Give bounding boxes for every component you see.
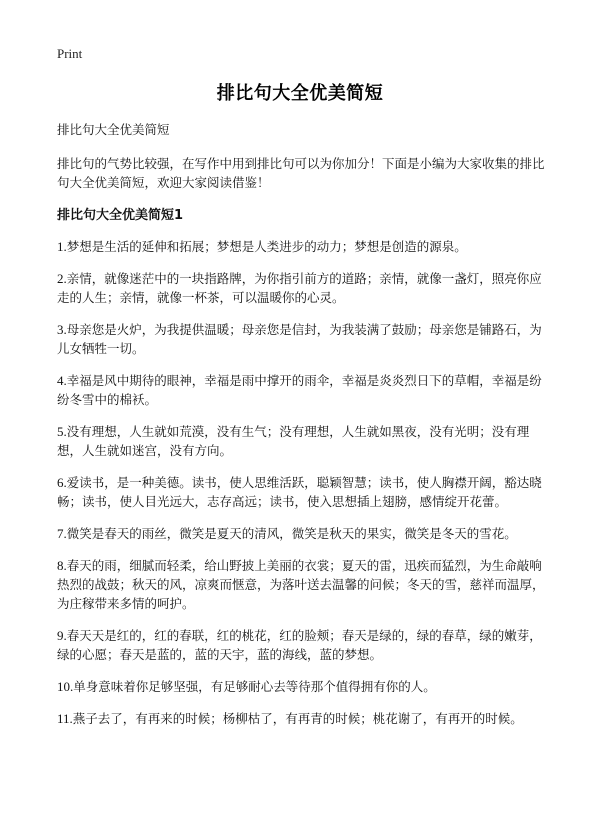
list-item [57, 269, 547, 307]
item-text: 亲情，就像迷茫中的一块指路牌，为你指引前方的道路；亲情，就像一盏灯，照亮你应走的人生；亲情，就像一杯茶，可以温暖你的心灵。 [57, 271, 542, 305]
list-item [57, 371, 547, 409]
item-text: 春天天是红的，红的春联，红的桃花，红的脸颊；春天是绿的，绿的春草，绿的嫩芽，绿的心愿；春天是蓝的，蓝的天宇，蓝的海线，蓝的梦想。 [57, 628, 542, 662]
list-item [57, 422, 547, 460]
item-text: 春天的雨，细腻而轻柔，给山野披上美丽的衣裳；夏天的雷，迅疾而猛烈，为生命敲响热烈的战鼓；秋天的风，凉爽而惬意，为落叶送去温馨的问候；冬天的雪，慈祥而温厚，为庄稼带来多情的呵护。 [57, 558, 545, 611]
item-number: 5. [57, 424, 67, 439]
item-number: 3. [57, 322, 67, 337]
article-body [57, 120, 547, 741]
article-subtitle: 排比句大全优美简短 [57, 122, 170, 137]
list-item [57, 237, 547, 256]
item-text: 爱读书，是一种美德。读书，使人思维活跃，聪颖智慧；读书，使人胸襟开阔，豁达晓畅；读书，使人目光远大，志存高远；读书，使入思想插上翅膀，感情绽开花蕾。 [57, 475, 542, 509]
item-text: 梦想是生活的延伸和拓展；梦想是人类进步的动力；梦想是创造的源泉。 [66, 239, 467, 254]
item-text: 燕子去了，有再来的时候；杨柳枯了，有再青的时候；桃花谢了，有再开的时候。 [72, 711, 523, 726]
item-number: 1. [57, 239, 67, 254]
item-number: 10. [57, 679, 74, 694]
item-text: 微笑是春天的雨丝，微笑是夏天的清风，微笑是秋天的果实，微笑是冬天的雪花。 [66, 526, 517, 541]
item-number: 11. [57, 711, 73, 726]
item-number: 9. [57, 628, 67, 643]
item-number: 2. [57, 271, 67, 286]
print-link[interactable]: Print [57, 46, 83, 61]
item-number: 6. [57, 475, 67, 490]
list-item [57, 556, 547, 613]
item-number: 4. [57, 373, 67, 388]
item-text: 幸福是风中期待的眼神，幸福是雨中撑开的雨伞，幸福是炎炎烈日下的草帽，幸福是纷纷冬雪中的棉袄。 [57, 373, 542, 407]
article-intro: 排比句的气势比较强，在写作中用到排比句可以为你加分！下面是小编为大家收集的排比句大全优美简短，欢迎大家阅读借鉴！ [57, 156, 545, 190]
section-heading: 排比句大全优美简短1 [57, 208, 184, 223]
item-text: 单身意味着你足够坚强，有足够耐心去等待那个值得拥有你的人。 [73, 679, 436, 694]
item-text: 没有理想，人生就如荒漠，没有生气；没有理想，人生就如黑夜，没有光明；没有理想，人生就如迷宫，没有方向。 [57, 424, 530, 458]
item-number: 8. [57, 558, 67, 573]
list-item [57, 320, 547, 358]
page-title: 排比句大全优美简短 [216, 83, 384, 104]
item-number: 7. [57, 526, 67, 541]
list-item [57, 626, 547, 664]
list-item [57, 677, 547, 696]
list-item [57, 524, 547, 543]
list-item [57, 473, 547, 511]
item-text: 母亲您是火炉，为我提供温暖；母亲您是信封，为我装满了鼓励；母亲您是铺路石，为儿女牺牲一切。 [57, 322, 542, 356]
list-item [57, 709, 547, 728]
